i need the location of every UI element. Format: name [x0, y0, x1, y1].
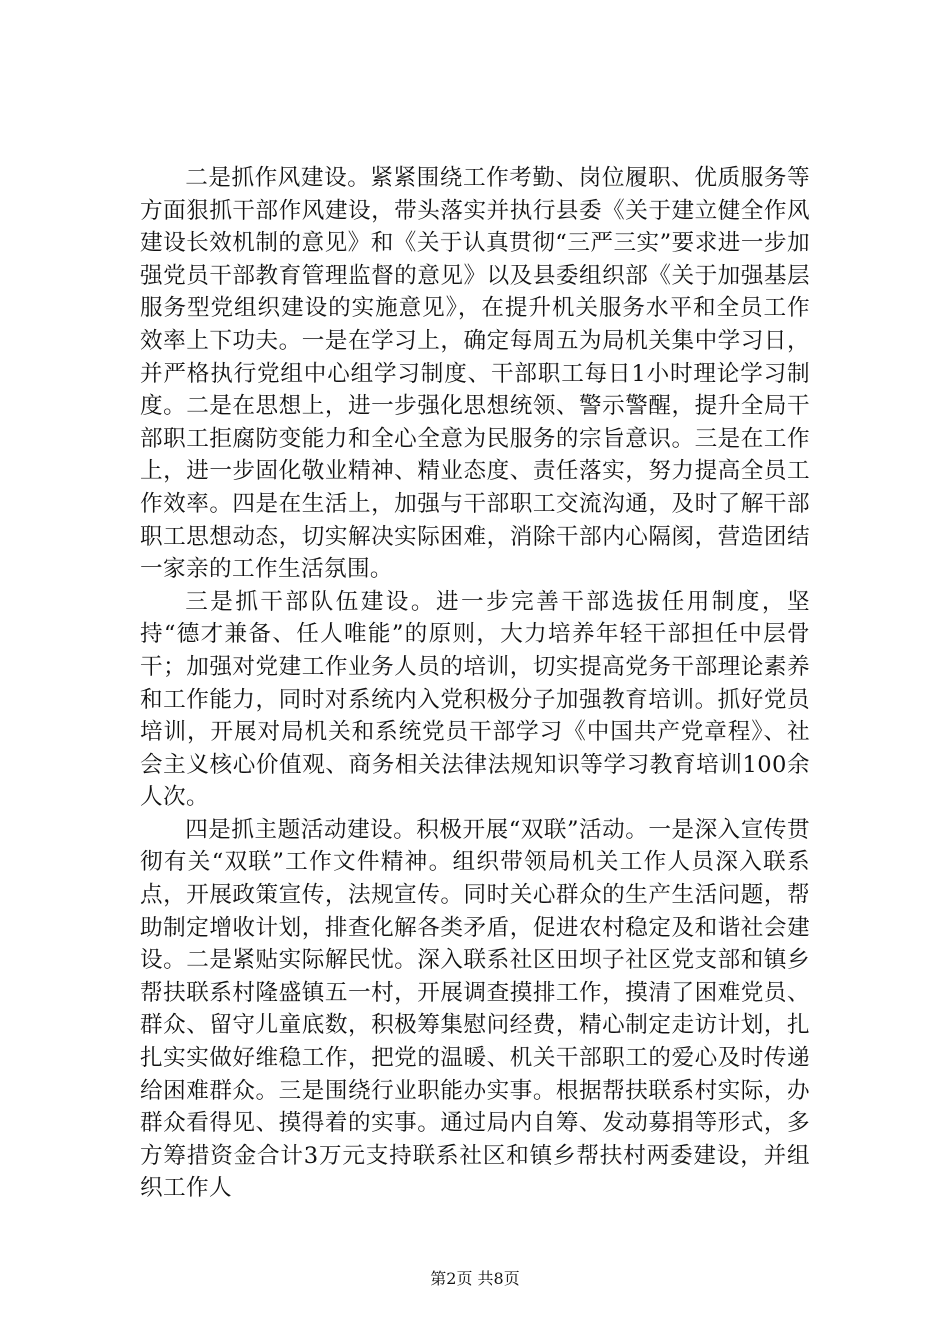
document-body [140, 162, 810, 1205]
paragraph-theme-activity: 四是抓主题活动建设。积极开展“双联”活动。一是深入宣传贯彻有关“双联”工作文件精神。组织带领局机关工作人员深入联系点，开展政策宣传，法规宣传。同时关心群众的生产生活问题，帮助制定增收计划，排查化解各类矛盾，促进农村稳定及和谐社会建设。二是紧贴实际解民忧。深入联系社区田坝子社区党支部和镇乡帮扶联系村隆盛镇五一村，开展调查摸排工作，摸清了困难党员、群众、留守儿童底数，积极筹集慰问经费，精心制定走访计划，扎扎实实做好维稳工作，把党的温暖、机关干部职工的爱心及时传递给困难群众。三是围绕行业职能办实事。根据帮扶联系村实际，办群众看得见、摸得着的实事。通过局内自筹、发动募捐等形式，多方筹措资金合计3万元支持联系社区和镇乡帮扶村两委建设，并组织工作人 [140, 816, 810, 1202]
paragraph-work-style: 二是抓作风建设。紧紧围绕工作考勤、岗位履职、优质服务等方面狠抓干部作风建设，带头落实并执行县委《关于建立健全作风建设长效机制的意见》和《关于认真贯彻“三严三实”要求进一步加强党员干部教育管理监督的意见》以及县委组织部《关于加强基层服务型党组织建设的实施意见》，在提升机关服务水平和全员工作效率上下功夫。一是在学习上，确定每周五为局机关集中学习日，并严格执行党组中心组学习制度、干部职工每日1小时理论学习制度。二是在思想上，进一步强化思想统领、警示警醒，提升全局干部职工拒腐防变能力和全心全意为民服务的宗旨意识。三是在工作上，进一步固化敬业精神、精业态度、责任落实，努力提高全员工作效率。四是在生活上，加强与干部职工交流沟通，及时了解干部职工思想动态，切实解决实际困难，消除干部内心隔阂，营造团结一家亲的工作生活氛围。 [140, 165, 810, 583]
paragraph-cadre-team: 三是抓干部队伍建设。进一步完善干部选拔任用制度，坚持“德才兼备、任人唯能”的原则，大力培养年轻干部担任中层骨干；加强对党建工作业务人员的培训，切实提高党务干部理论素养和工作能力，同时对系统内入党积极分子加强教育培训。抓好党员培训，开展对局机关和系统党员干部学习《中国共产党章程》、社会主义核心价值观、商务相关法律法规知识等学习教育培训100余人次。 [140, 588, 810, 811]
page-footer: 第2页 共8页 [430, 1269, 520, 1288]
